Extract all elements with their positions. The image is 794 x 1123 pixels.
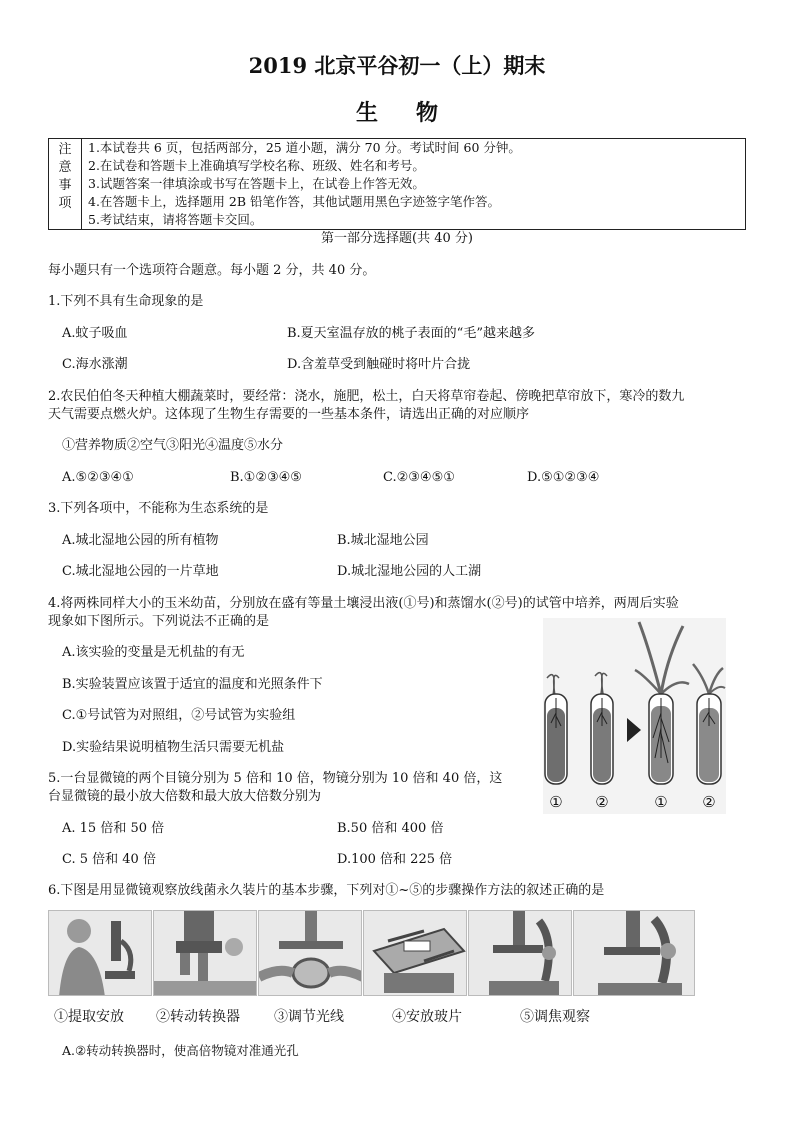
- objective-turret-icon: [154, 911, 257, 996]
- microscope-steps-figure: [48, 910, 748, 1000]
- step-caption-2: ②转动转换器: [156, 1009, 240, 1025]
- step-caption-5: ⑤调焦观察: [520, 1009, 590, 1025]
- q4-option-b: B.实验装置应该置于适宜的温度和光照条件下: [62, 677, 323, 692]
- q1-stem: 1.下列不具有生命现象的是: [48, 294, 204, 309]
- step-caption-4: ④安放玻片: [392, 1009, 462, 1025]
- q2-stem-line1: 2.农民伯伯冬天种植大棚蔬菜时，要经常：浇水，施肥，松土，白天将草帘卷起、傍晚把草帘放下，寒冷的数九: [48, 389, 685, 404]
- mirror-adjust-icon: [259, 911, 362, 996]
- q4-option-a: A.该实验的变量是无机盐的有无: [62, 645, 245, 660]
- notice-item: 2.在试卷和答题卡上准确填写学校名称、班级、姓名和考号。: [88, 158, 425, 173]
- notice-label-char: 注: [58, 142, 72, 157]
- q5-stem-line1: 5.一台显微镜的两个目镜分别为 5 倍和 10 倍，物镜分别为 10 倍和 40 倍，这: [48, 771, 503, 786]
- notice-item: 3.试题答案一律填涂或书写在答题卡上，在试卷上作答无效。: [88, 176, 425, 191]
- q2-option-d: D.⑤①②③④: [527, 470, 600, 485]
- notice-item: 1.本试卷共 6 页，包括两部分，25 道小题，满分 70 分。考试时间 60 分钟。: [88, 140, 521, 155]
- q4-option-c: C.①号试管为对照组，②号试管为实验组: [62, 708, 296, 723]
- q5-option-a: A. 15 倍和 50 倍: [62, 821, 165, 836]
- tube-label: ②: [702, 793, 716, 811]
- notice-label-char: 意: [58, 160, 72, 175]
- q3-option-d: D.城北湿地公园的人工湖: [337, 564, 482, 579]
- step-caption-3: ③调节光线: [274, 1009, 344, 1025]
- tube-label: ①: [549, 793, 563, 811]
- tube-label: ②: [595, 793, 609, 811]
- q3-stem: 3.下列各项中，不能称为生态系统的是: [48, 501, 269, 516]
- part1-heading: 第一部分选择题(共 40 分): [321, 231, 473, 246]
- q5-option-d: D.100 倍和 225 倍: [337, 852, 453, 867]
- microscope-icon: [574, 911, 695, 996]
- q4-stem-line2: 现象如下图所示。下列说法不正确的是: [48, 614, 270, 629]
- q2-factors: ①营养物质②空气③阳光④温度⑤水分: [62, 438, 284, 453]
- q3-option-c: C.城北湿地公园的一片草地: [62, 564, 219, 579]
- q6-stem: 6.下图是用显微镜观察放线菌永久装片的基本步骤，下列对①~⑤的步骤操作方法的叙述正确的是: [48, 883, 605, 898]
- step-1-image: [48, 910, 152, 996]
- q6-option-a: A.②转动转换器时，使高倍物镜对准通光孔: [62, 1043, 299, 1058]
- q1-option-d: D.含羞草受到触碰时将叶片合拢: [287, 357, 471, 372]
- focus-adjust-icon: [469, 911, 572, 996]
- test-tube-illustration: [543, 618, 726, 814]
- test-tube-figure: [543, 618, 726, 814]
- q5-option-b: B.50 倍和 400 倍: [337, 821, 444, 836]
- step-5-image: [468, 910, 572, 996]
- q1-option-c: C.海水涨潮: [62, 357, 128, 372]
- tube-label: ①: [654, 793, 668, 811]
- notice-label-char: 事: [58, 178, 72, 193]
- subject-title: 生物: [355, 100, 476, 126]
- exam-title: 2019 北京平谷初一（上）期末: [248, 53, 546, 78]
- notice-box: [48, 138, 746, 230]
- step-3-image: [258, 910, 362, 996]
- q2-option-b: B.①②③④⑤: [230, 470, 302, 485]
- q1-option-a: A.蚊子吸血: [62, 326, 128, 341]
- step-6-image: [573, 910, 695, 996]
- step-caption-1: ①提取安放: [54, 1009, 124, 1025]
- q2-option-c: C.②③④⑤①: [383, 470, 455, 485]
- q4-option-d: D.实验结果说明植物生活只需要无机盐: [62, 740, 285, 755]
- part1-instruction: 每小题只有一个选项符合题意。每小题 2 分，共 40 分。: [48, 263, 376, 278]
- q2-stem-line2: 天气需要点燃火炉。这体现了生物生存需要的一些基本条件，请选出正确的对应顺序: [48, 407, 530, 422]
- q5-option-c: C. 5 倍和 40 倍: [62, 852, 156, 867]
- person-with-microscope-icon: [49, 911, 152, 996]
- step-4-image: [363, 910, 467, 996]
- q4-stem-line1: 4.将两株同样大小的玉米幼苗，分别放在盛有等量土壤浸出液(①号)和蒸馏水(②号)的试管中培养，两周后实验: [48, 596, 679, 611]
- q1-option-b: B.夏天室温存放的桃子表面的“毛”越来越多: [287, 326, 535, 341]
- notice-item: 4.在答题卡上，选择题用 2B 铅笔作答，其他试题用黑色字迹签字笔作答。: [88, 194, 501, 209]
- notice-item: 5.考试结束，请将答题卡交回。: [88, 212, 263, 227]
- slide-stage-icon: [364, 911, 467, 996]
- q3-option-b: B.城北湿地公园: [337, 533, 429, 548]
- notice-label: [49, 139, 82, 230]
- q5-stem-line2: 台显微镜的最小放大倍数和最大放大倍数分别为: [48, 789, 322, 804]
- q3-option-a: A.城北湿地公园的所有植物: [62, 533, 219, 548]
- q2-option-a: A.⑤②③④①: [62, 470, 134, 485]
- notice-label-char: 项: [58, 196, 72, 211]
- notice-items: [82, 139, 746, 230]
- step-2-image: [153, 910, 257, 996]
